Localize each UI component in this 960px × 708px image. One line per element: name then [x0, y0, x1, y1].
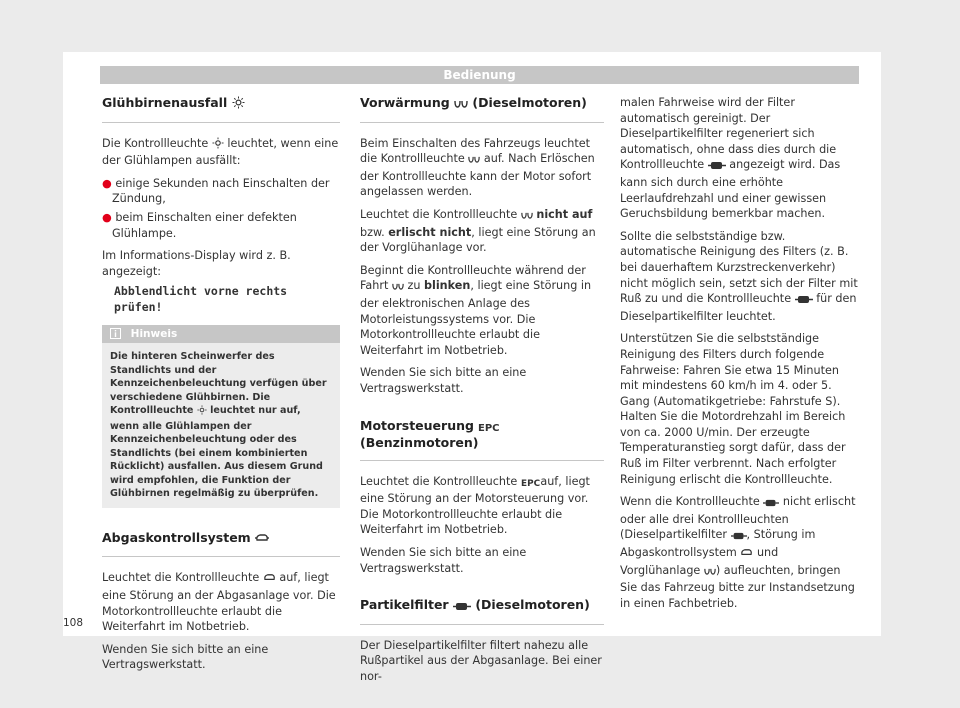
- epc-icon: [520, 476, 540, 492]
- bullet-dot: ●: [102, 176, 112, 190]
- exhaust-icon: [263, 572, 276, 588]
- exhaust-icon: [255, 532, 269, 548]
- paragraph: Wenn die Kontrollleuchte nicht erlischt oder alle drei Kontrollleuchten (Dieselpartikelfilter , Störung im Abgaskontrollsystem und Vorglühanlage ) aufleuchten, bringen Sie das Fahrzeug bitte zur Instandsetzung in einen Fachbetrieb.: [620, 495, 856, 610]
- column-3: [620, 95, 860, 618]
- paragraph: Leuchtet die Kontrollleuchte auf, liegt eine Störung an der Abgasanlage vor. Die Motorkontrollleuchte erlaubt die Weiterfahrt im Notbetrieb.: [102, 571, 336, 634]
- page-number: 108: [63, 617, 84, 629]
- column-2: [360, 95, 604, 692]
- paragraph: Im Informations-Display wird z. B. angezeigt:: [102, 249, 291, 278]
- paragraph: Wenden Sie sich bitte an eine Vertragswerkstatt.: [102, 642, 269, 672]
- paragraph: Wenden Sie sich bitte an eine Vertragswerkstatt.: [360, 366, 527, 395]
- paragraph: Unterstützen Sie die selbstständige Reinigung des Filters durch folgende Fahrweise: Fahren Sie etwa 15 Minuten mit mindestens 60 km/h im 4. oder 5. Gang (Automatikgetriebe: Fahrstufe S). Halten Sie die Motordrehzahl im Bereich von ca. 2000 U/min. Der erzeugte Temperaturanstieg sorgt dafür, dass der Ruß im Filter verbrennt. Nach erfolgter Reinigung erlischt die Kontrollleuchte.: [620, 332, 846, 486]
- particle-filter-icon: [708, 159, 726, 175]
- svg-text:EPC: EPC: [478, 422, 500, 434]
- heading-engine-control: Motorsteuerung EPC (Benzinmotoren): [360, 418, 604, 461]
- paragraph: Der Dieselpartikelfilter filtert nahezu alle Rußpartikel aus der Abgasanlage. Bei einer nor-: [360, 638, 602, 684]
- glow-plug-icon: [468, 153, 480, 169]
- note-text: Die hinteren Scheinwerfer des Standlichts und der Kennzeichenbeleuchtung verfügen über verschiedene Glühbirnen. Die Kontrollleuchte leuchtet nur auf, wenn alle Glühlampen der Kennzeichenbeleuchtung oder des Standlichts (bei einem kombinierten Rücklicht) ausfallen. Aus diesem Grund wird empfohlen, die Funktion der Glühbirnen regelmäßig zu überprüfen.: [110, 351, 327, 500]
- paragraph: Wenden Sie sich bitte an eine Vertragswerkstatt.: [360, 546, 527, 575]
- bulb-warning-icon: [232, 96, 245, 113]
- heading-preheating: Vorwärmung (Dieselmotoren): [360, 95, 604, 123]
- particle-filter-icon: [795, 293, 813, 309]
- list-item: ● einige Sekunden nach Einschalten der Zündung,: [102, 176, 330, 206]
- bulb-warning-icon: [197, 405, 207, 420]
- glow-plug-icon: [704, 565, 716, 581]
- paragraph: Leuchtet die Kontrollleuchte EPC auf, liegt eine Störung an der Motorsteuerung vor. Die Motorkontrollleuchte erlaubt die Weiterfahrt im Notbetrieb.: [360, 474, 590, 537]
- particle-filter-icon: [763, 496, 779, 512]
- epc-icon: [478, 420, 500, 436]
- heading-particle-filter: Partikelfilter (Dieselmotoren): [360, 597, 604, 625]
- column-1: [102, 95, 340, 680]
- glow-plug-icon: [521, 209, 533, 225]
- note-box: [102, 325, 340, 508]
- bullet-dot: ●: [102, 210, 112, 224]
- paragraph: malen Fahrweise wird der Filter automatisch gereinigt. Der Dieselpartikelfilter regeneriert sich automatisch, ohne dass dies durch die Kontrollleuchte angezeigt wird. Das kann sich durch eine erhöhte Leerlaufdrehzahl und einer gewissen Geruchsbildung bemerkbar machen.: [620, 96, 841, 221]
- paragraph: Die Kontrollleuchte leuchtet, wenn eine der Glühlampen ausfällt:: [102, 136, 339, 168]
- paragraph: Beginnt die Kontrollleuchte während der Fahrt zu blinken, liegt eine Störung in der elektronischen Anlage des Motorleistungssystems vor. Die Motorkontrollleuchte erlaubt die Weiterfahrt im Notbetrieb.: [360, 263, 592, 357]
- bulb-warning-icon: [212, 137, 224, 154]
- glow-plug-icon: [454, 97, 468, 113]
- particle-filter-icon: [453, 599, 471, 615]
- note-header: Hinweis: [102, 325, 340, 343]
- heading-bulb-failure: Glühbirnenausfall: [102, 95, 340, 123]
- heading-exhaust-control: Abgaskontrollsystem: [102, 530, 340, 558]
- display-message: Abblendlicht vorne rechts prüfen!: [114, 284, 288, 315]
- paragraph: Beim Einschalten des Fahrzeugs leuchtet die Kontrollleuchte auf. Nach Erlöschen der Kontrollleuchte kann der Motor sofort angelassen werden.: [360, 136, 595, 199]
- glow-plug-icon: [392, 280, 404, 296]
- svg-text:EPC: EPC: [520, 478, 540, 489]
- paragraph: Sollte die selbstständige bzw. automatische Reinigung des Filters (z. B. bei dauerhaftem Kurzstreckenverkehr) nicht möglich sein, setzt sich der Filter mit Ruß zu und die Kontrollleuchte für den Dieselpartikelfilter leuchtet.: [620, 229, 858, 323]
- paragraph: Leuchtet die Kontrollleuchte nicht auf bzw. erlischt nicht, liegt eine Störung an der Vorglühanlage vor.: [360, 207, 596, 255]
- section-header: Bedienung: [100, 66, 859, 84]
- list-item: ● beim Einschalten einer defekten Glühlampe.: [102, 210, 297, 240]
- exhaust-icon: [740, 547, 753, 563]
- particle-filter-icon: [731, 529, 747, 545]
- info-icon: [110, 327, 121, 345]
